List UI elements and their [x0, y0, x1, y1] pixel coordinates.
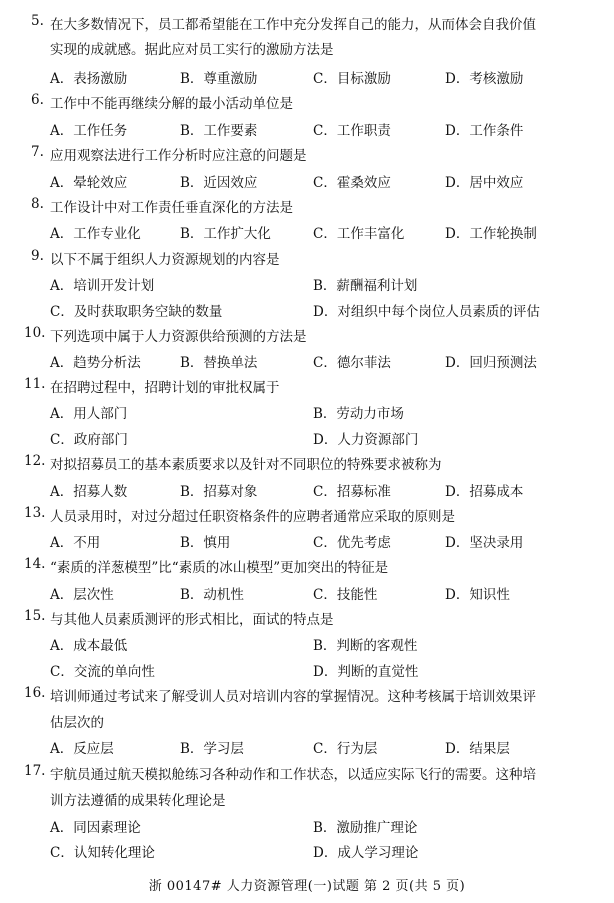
question-stem-line: 与其他人员素质测评的形式相比，面试的特点是: [50, 612, 334, 628]
question-number: 8.: [31, 196, 44, 212]
answer-option: C．行为层: [313, 741, 378, 757]
question-stem-line: 下列选项中属于人力资源供给预测的方法是: [50, 329, 307, 345]
answer-option: D．知识性: [445, 587, 510, 603]
question-number: 15.: [24, 608, 46, 624]
answer-option: D．居中效应: [445, 175, 524, 191]
answer-option: C．优先考虑: [313, 535, 391, 551]
question-number: 10.: [24, 325, 46, 341]
answer-option: B．动机性: [180, 587, 244, 603]
answer-option: D．工作条件: [445, 123, 524, 139]
question-stem-line: 对拟招募员工的基本素质要求以及针对不同职位的特殊要求被称为: [50, 457, 442, 473]
answer-option: A．层次性: [50, 587, 114, 603]
question-number: 9.: [31, 248, 44, 264]
answer-option: A．工作专业化: [50, 226, 141, 242]
answer-option: B．替换单法: [180, 355, 258, 371]
question-stem-line: “素质的洋葱模型”比“素质的冰山模型”更加突出的特征是: [50, 560, 389, 576]
answer-option: D．招募成本: [445, 484, 524, 500]
question-stem-line: 宇航员通过航天模拟舱练习各种动作和工作状态，以适应实际飞行的需要。这种培: [50, 767, 536, 783]
answer-option: D．工作轮换制: [445, 226, 537, 242]
answer-option: C．霍桑效应: [313, 175, 391, 191]
question-stem-line: 在招聘过程中，招聘计划的审批权属于: [50, 380, 280, 396]
answer-option: D．人力资源部门: [313, 432, 419, 448]
question-stem-line: 估层次的: [50, 715, 104, 731]
answer-option: C．技能性: [313, 587, 378, 603]
answer-option: B．工作扩大化: [180, 226, 271, 242]
question-stem-line: 在大多数情况下，员工都希望能在工作中充分发挥自己的能力，从而体会自我价值: [50, 17, 536, 33]
question-number: 13.: [24, 505, 46, 521]
answer-option: B．尊重激励: [180, 71, 258, 87]
answer-option: A．同因素理论: [50, 820, 141, 836]
answer-option: C．交流的单向性: [50, 664, 155, 680]
page-footer: 浙 00147# 人力资源管理(一)试题 第 2 页(共 5 页): [148, 879, 466, 894]
answer-option: C．招募标准: [313, 484, 391, 500]
answer-option: B．慎用: [180, 535, 231, 551]
question-number: 14.: [24, 556, 46, 572]
answer-option: B．工作要素: [180, 123, 258, 139]
answer-option: D．对组织中每个岗位人员素质的评估: [313, 304, 540, 320]
answer-option: B．激励推广理论: [313, 820, 418, 836]
answer-option: A．趋势分析法: [50, 355, 141, 371]
question-stem-line: 培训师通过考试来了解受训人员对培训内容的掌握情况。这种考核属于培训效果评: [50, 689, 536, 705]
answer-option: A．招募人数: [50, 484, 128, 500]
question-stem-line: 工作中不能再继续分解的最小活动单位是: [50, 96, 293, 112]
answer-option: A．反应层: [50, 741, 114, 757]
question-stem-line: 人员录用时，对过分超过任职资格条件的应聘者通常应采取的原则是: [50, 509, 455, 525]
question-number: 11.: [24, 376, 46, 392]
answer-option: A．表扬激励: [50, 71, 128, 87]
answer-option: B．学习层: [180, 741, 244, 757]
answer-option: B．劳动力市场: [313, 406, 404, 422]
answer-option: D．结果层: [445, 741, 510, 757]
answer-option: B．近因效应: [180, 175, 258, 191]
question-stem-line: 实现的成就感。据此应对员工实行的激励方法是: [50, 42, 334, 58]
question-number: 17.: [24, 763, 46, 779]
answer-option: B．判断的客观性: [313, 638, 418, 654]
answer-option: A．用人部门: [50, 406, 128, 422]
answer-option: A．成本最低: [50, 638, 128, 654]
answer-option: A．工作任务: [50, 123, 128, 139]
question-number: 16.: [24, 685, 46, 701]
answer-option: A．晕轮效应: [50, 175, 128, 191]
question-stem-line: 训方法遵循的成果转化理论是: [50, 793, 226, 809]
question-stem-line: 应用观察法进行工作分析时应注意的问题是: [50, 148, 307, 164]
question-number: 5.: [31, 13, 44, 29]
question-number: 7.: [31, 144, 44, 160]
answer-option: A．培训开发计划: [50, 278, 155, 294]
answer-option: C．认知转化理论: [50, 845, 155, 861]
question-number: 6.: [31, 92, 44, 108]
answer-option: D．判断的直觉性: [313, 664, 419, 680]
answer-option: C．目标激励: [313, 71, 391, 87]
answer-option: D．成人学习理论: [313, 845, 419, 861]
answer-option: D．坚决录用: [445, 535, 524, 551]
answer-option: C．德尔菲法: [313, 355, 391, 371]
answer-option: C．政府部门: [50, 432, 128, 448]
answer-option: A．不用: [50, 535, 101, 551]
answer-option: C．工作职责: [313, 123, 391, 139]
answer-option: C．工作丰富化: [313, 226, 405, 242]
question-number: 12.: [24, 453, 46, 469]
question-stem-line: 工作设计中对工作责任垂直深化的方法是: [50, 200, 293, 216]
answer-option: C．及时获取职务空缺的数量: [50, 304, 223, 320]
answer-option: B．招募对象: [180, 484, 258, 500]
answer-option: D．回归预测法: [445, 355, 537, 371]
answer-option: B．薪酬福利计划: [313, 278, 418, 294]
answer-option: D．考核激励: [445, 71, 524, 87]
question-stem-line: 以下不属于组织人力资源规划的内容是: [50, 252, 280, 268]
